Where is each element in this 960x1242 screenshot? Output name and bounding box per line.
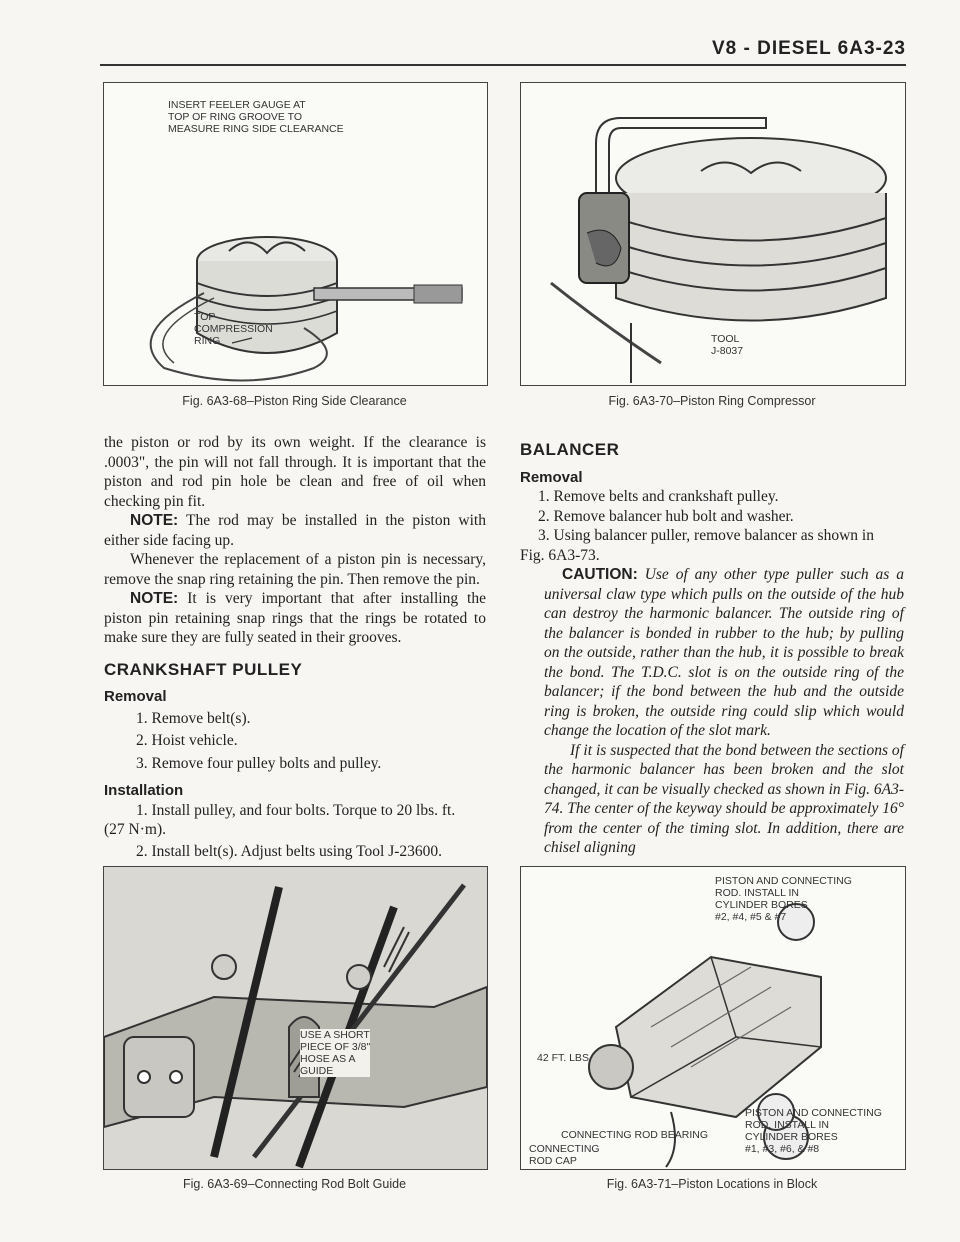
tool-label-block	[711, 333, 743, 357]
caption-fig-71: Fig. 6A3-71–Piston Locations in Block	[606, 1177, 818, 1191]
balancer-step-1: 1. Remove belts and crankshaft pulley.	[538, 488, 779, 505]
hose-guide-line-3: HOSE AS A	[300, 1053, 356, 1065]
heading-balancer: BALANCER	[520, 440, 620, 459]
page-header	[100, 34, 906, 66]
header-title: V8 - DIESEL 6A3-23	[711, 38, 906, 59]
removal-step-1: 1. Remove belt(s).	[136, 709, 251, 727]
paragraph-bond-check: If it is suspected that the bond between the sections of the harmonic balancer has been broken and the slot changed, it can be visually checked as shown in Fig. 6A3-74. The center of the keyway should be approximately 16° from the center of the timing slot. In addition, there are chisel aligning	[544, 741, 904, 856]
ring-label-line-1: TOP	[194, 311, 216, 323]
heading-crankshaft-pulley: CRANKSHAFT PULLEY	[104, 659, 303, 679]
hose-guide-label-block	[300, 1029, 370, 1077]
figure-label-line-3: MEASURE RING SIDE CLEARANCE	[168, 123, 344, 135]
note-text: The rod may be installed in the piston with either side facing up.	[104, 512, 486, 549]
rod-cap-line-1: CONNECTING	[529, 1143, 600, 1155]
paragraph-pin-replacement: Whenever the replacement of a piston pin is necessary, remove the snap ring retaining the pin. Then remove the pin.	[104, 551, 486, 588]
ring-label-line-3: RING	[194, 335, 221, 347]
balancer-step-3: 3. Using balancer puller, remove balancer as shown in	[538, 527, 874, 544]
rod-bolt-guide-illustration	[104, 867, 487, 1169]
figure-piston-locations-in-block	[520, 866, 906, 1170]
top-location-line-3: CYLINDER BORES	[715, 899, 808, 911]
top-location-line-4: #2, #4, #5 & #7	[715, 911, 787, 923]
rod-cap-label-block	[529, 1143, 600, 1167]
hose-guide-line-2: PIECE OF 3/8"	[300, 1041, 371, 1053]
caption-fig-70: Fig. 6A3-70–Piston Ring Compressor	[608, 394, 816, 408]
caution-label: CAUTION:	[562, 566, 638, 583]
caution-block	[520, 565, 904, 741]
paragraph-pin-fit: the piston or rod by its own weight. If the clearance is .0003", the pin will not fall through. It is important that the piston and rod pin hole be clean and free of oil when checking pin fit.	[104, 434, 486, 510]
ring-label-block	[194, 311, 273, 347]
figure-label-line-2: TOP OF RING GROOVE TO	[168, 111, 302, 123]
figure-label-line-1: INSERT FEELER GAUGE AT	[168, 99, 306, 111]
bottom-location-line-2: ROD. INSTALL IN	[745, 1119, 830, 1131]
removal-step-3: 3. Remove four pulley bolts and pulley.	[136, 754, 382, 772]
figure-piston-ring-compressor	[520, 82, 906, 386]
figure-label-block	[168, 99, 344, 135]
top-location-label-block	[715, 875, 852, 923]
note-label: NOTE:	[130, 590, 179, 607]
install-step-1-torque: (27 N·m).	[104, 821, 166, 838]
heading-removal: Removal	[104, 688, 167, 705]
bearing-label: CONNECTING ROD BEARING	[561, 1129, 709, 1141]
bottom-location-label-block	[745, 1107, 882, 1155]
note-snap-rings	[104, 589, 486, 648]
right-text-column	[520, 440, 904, 858]
ring-label-line-2: COMPRESSION	[194, 323, 273, 335]
caption-fig-68: Fig. 6A3-68–Piston Ring Side Clearance	[182, 394, 407, 408]
heading-installation: Installation	[104, 782, 184, 799]
balancer-step-3-ref: Fig. 6A3-73.	[520, 546, 600, 564]
left-text-column	[104, 433, 486, 861]
note-rod-orientation	[104, 511, 486, 550]
figure-connecting-rod-bolt-guide	[103, 866, 488, 1170]
balancer-step-2: 2. Remove balancer hub bolt and washer.	[538, 507, 794, 525]
install-step-2: 2. Install belt(s). Adjust belts using Tool J-23600.	[136, 842, 443, 860]
removal-step-2: 2. Hoist vehicle.	[136, 732, 238, 749]
rod-cap-line-2: ROD CAP	[529, 1155, 577, 1167]
top-location-line-1: PISTON AND CONNECTING	[715, 875, 852, 887]
bottom-location-line-1: PISTON AND CONNECTING	[745, 1107, 882, 1119]
install-step-1: 1. Install pulley, and four bolts. Torque to 20 lbs. ft.	[136, 801, 456, 819]
hose-guide-line-1: USE A SHORT	[300, 1029, 370, 1041]
note-label: NOTE:	[130, 512, 179, 529]
hose-guide-line-4: GUIDE	[300, 1065, 334, 1077]
torque-label: 42 FT. LBS.	[537, 1052, 592, 1064]
caution-text: Use of any other type puller such as a universal claw type which pulls on the outside of the hub can destroy the harmonic balancer. The outside ring of the balancer is bonded in rubber to the hub; by pulling on the outside, rather than the hub, it is possible to break the bond. The T.D.C. slot is on the outside ring of the balancer; if the bond between the hub and the outside ring is broken, the outside ring could slip which would change the location of the slot mark.	[544, 566, 904, 739]
tool-label-line-1: TOOL	[711, 333, 740, 345]
caption-fig-69: Fig. 6A3-69–Connecting Rod Bolt Guide	[182, 1177, 407, 1191]
bottom-location-line-3: CYLINDER BORES	[745, 1131, 838, 1143]
note-text: It is very important that after installing the piston pin retaining snap rings that the rings be rotated to make sure they are fully seated in their grooves.	[104, 590, 486, 646]
heading-removal: Removal	[520, 468, 583, 486]
top-location-line-2: ROD. INSTALL IN	[715, 887, 800, 899]
figure-piston-ring-side-clearance	[103, 82, 488, 386]
bottom-location-line-4: #1, #3, #6, & #8	[745, 1143, 820, 1155]
tool-label-line-2: J-8037	[711, 345, 744, 357]
